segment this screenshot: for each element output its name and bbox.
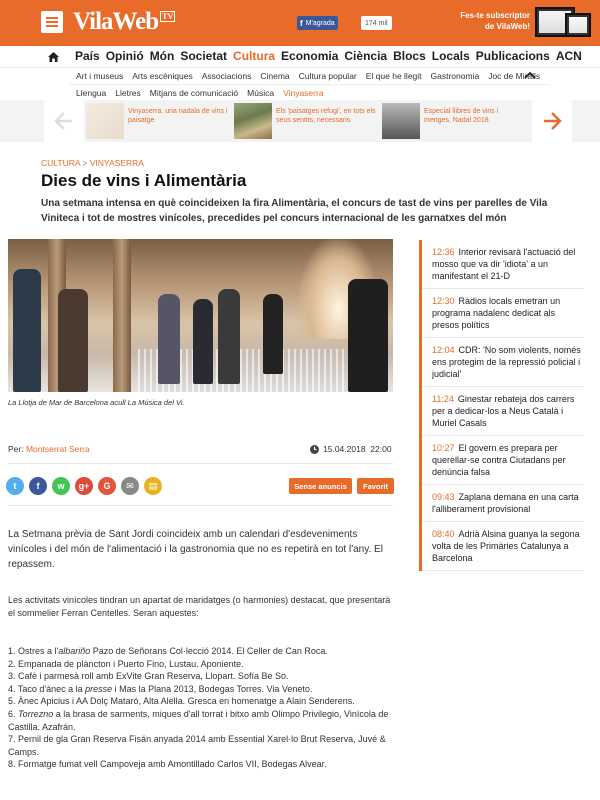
article-title: Dies de vins i Alimentària — [41, 171, 247, 190]
list-item: 5. Ànec Apicius i AA Dolç Mataró, Alta Alella. Gresca en homenatge a Alain Senderens. — [8, 696, 355, 707]
news-item[interactable] — [422, 338, 584, 387]
news-time: 09:43 — [432, 492, 455, 502]
subnav-item[interactable]: Música — [247, 88, 275, 98]
main-navigation — [0, 46, 600, 68]
nav-item-cincia[interactable]: Ciència — [344, 49, 388, 63]
news-item[interactable] — [422, 240, 584, 289]
news-headline: El govern es prepara per querellar-se contra Ciutadans per denúncia falsa — [432, 443, 566, 477]
nav-item-economia[interactable]: Economia — [281, 49, 339, 63]
carousel-thumbnail — [382, 103, 420, 139]
carousel-next-button[interactable] — [532, 100, 572, 142]
facebook-icon[interactable]: f — [29, 477, 47, 495]
subnav-item[interactable]: Lletres — [115, 88, 141, 98]
subscribe-promo[interactable]: Fes-te subscriptor de VilaWeb! — [460, 11, 530, 31]
article-photo[interactable] — [8, 239, 393, 392]
top-banner — [0, 0, 600, 46]
gmail-icon[interactable]: G — [98, 477, 116, 495]
latest-news-sidebar — [419, 240, 584, 571]
news-time: 12:04 — [432, 345, 455, 355]
subnav-item[interactable]: Cultura popular — [298, 71, 357, 81]
email-icon[interactable]: ✉ — [121, 477, 139, 495]
nav-item-acn[interactable]: ACN — [555, 49, 582, 63]
devices-promo-image[interactable] — [535, 5, 595, 41]
subnav-item[interactable]: Joc de Miralls — [488, 71, 541, 81]
googleplus-icon[interactable]: g+ — [75, 477, 93, 495]
news-headline: Zaplana demana en una carta l'alliberament provisional — [432, 492, 579, 514]
news-item[interactable] — [422, 522, 584, 571]
chevron-up-icon[interactable] — [524, 70, 536, 80]
article-author: Per: Montserrat Serra — [8, 444, 90, 454]
carousel-thumbnail — [234, 103, 272, 139]
nav-item-opini[interactable]: Opinió — [105, 49, 144, 63]
carousel-item[interactable]: Especial llibres de vins i menges, Nadal 2018 — [382, 103, 522, 139]
news-time: 10:27 — [432, 443, 455, 453]
list-item: 2. Empanada de plàncton i Puerto Fino, Lustau. Aponiente. — [8, 658, 244, 669]
article-paragraph: La Setmana prèvia de Sant Jordi coincideix amb un calendari d'esdeveniments vinícoles i del món de l'alimentació i la gastronomia que no es repetirà en tot l'any. El repassem. — [8, 529, 383, 570]
no-ads-button[interactable]: Sense anuncis — [289, 478, 352, 494]
subnav-item[interactable]: Art i museus — [76, 71, 124, 81]
news-headline: CDR: 'No som violents, només ens protegim de la repressió policial i judicial' — [432, 345, 581, 379]
list-item: 6. Torrezno a la brasa de sarments, miques d'all torrat i bitxo amb Olimpo Privilegio, Vinícola de Castilla. Azafrán. — [8, 708, 389, 732]
nav-item-publicacions[interactable]: Publicacions — [475, 49, 550, 63]
article-date: 15.04.2018 22:00 — [310, 444, 392, 454]
nav-item-mn[interactable]: Món — [149, 49, 175, 63]
breadcrumb: CULTURA > VINYASERRA — [41, 158, 144, 168]
list-item: 8. Formatge fumat vell Campoveja amb Amontillado Carlos VII, Bodegas Alvear. — [8, 759, 327, 770]
carousel-item[interactable]: Vinyaserra: una nadala de vins i paisatge — [86, 103, 226, 139]
subnav-item[interactable]: El que he llegit — [365, 71, 422, 81]
news-time: 12:36 — [432, 247, 455, 257]
list-item: 4. Taco d'ànec a la presse i Mas la Plana 2013, Bodegas Torres. Via Veneto. — [8, 683, 313, 694]
news-headline: Ràdios locals emetran un programa nadalenc dedicat als presos polítics — [432, 296, 561, 330]
subnav-item[interactable]: Arts escèniques — [132, 71, 193, 81]
news-item[interactable] — [422, 436, 584, 485]
related-carousel — [0, 100, 600, 142]
nav-item-pas[interactable]: País — [75, 49, 100, 63]
list-item: 7. Pernil de gla Gran Reserva Fisán anyada 2014 amb Essential Xarel·lo Brut Reserva, Juvé & Camps. — [8, 734, 386, 757]
nav-item-societat[interactable]: Societat — [180, 49, 228, 63]
photo-caption: La Llotja de Mar de Barcelona acull La Música del Vi. — [8, 398, 185, 407]
carousel-thumbnail — [86, 103, 124, 139]
share-toolbar — [6, 477, 167, 495]
nav-item-cultura[interactable]: Cultura — [233, 49, 276, 63]
carousel-item[interactable]: Els 'paisatges refugi', en tots els seus sentits, necessaris — [234, 103, 374, 139]
list-item: 3. Cafè i parmesà roll amb ExVite Gran Reserva, Llopart. Sofía Be So. — [8, 671, 289, 682]
site-logo[interactable]: VilaWeb $^{TV}$ — [73, 8, 174, 35]
favorite-button[interactable]: Favorit — [357, 478, 394, 494]
article-lead: Una setmana intensa en què coincideixen la fira Alimentària, el concurs de tast de vins per parelles de Vila Viniteca i tot de mostres vinícoles, precedides pel concurs internacional de les garnatxes del món — [41, 198, 548, 224]
facebook-like-count: 174 mil — [361, 16, 392, 30]
twitter-icon[interactable]: t — [6, 477, 24, 495]
breadcrumb-subsection[interactable]: VINYASERRA — [89, 158, 144, 168]
nav-item-locals[interactable]: Locals — [431, 49, 470, 63]
subnav-item[interactable]: Cinema — [260, 71, 290, 81]
print-icon[interactable]: ▤ — [144, 477, 162, 495]
subnav-row-2 — [76, 88, 546, 98]
news-headline: Adrià Alsina guanya la segona volta de les Primàries Catalunya a Barcelona — [432, 529, 580, 563]
subnav-item[interactable]: Gastronomia — [430, 71, 480, 81]
article-paragraph: Les activitats vinícoles tindran un apartat de maridatges (o harmonies) destacat, que presentarà el sommelier Ferran Centelles. Seran aquestes: — [8, 595, 391, 618]
subnav-item[interactable]: Mitjans de comunicació — [149, 88, 239, 98]
home-icon[interactable] — [48, 52, 59, 62]
breadcrumb-section[interactable]: CULTURA — [41, 158, 81, 168]
author-link[interactable]: Montserrat Serra — [25, 444, 90, 454]
news-time: 12:30 — [432, 296, 455, 306]
news-headline: Interior revisarà l'actuació del mosso que va dir 'idiota' a un manifestant el 21-D — [432, 247, 576, 281]
news-time: 11:24 — [432, 394, 454, 404]
arrow-right-icon — [542, 110, 562, 132]
pairing-list — [8, 645, 403, 771]
facebook-like-button[interactable]: f M'agrada — [297, 16, 338, 30]
facebook-icon: f — [300, 18, 303, 28]
whatsapp-icon[interactable]: w — [52, 477, 70, 495]
news-item[interactable] — [422, 289, 584, 338]
subnav-item[interactable]: Llengua — [76, 88, 107, 98]
subnav-row-1 — [76, 71, 546, 81]
carousel-prev-button[interactable] — [44, 100, 84, 142]
news-item[interactable] — [422, 485, 584, 522]
clock-icon — [310, 445, 319, 454]
arrow-left-icon — [54, 110, 74, 132]
news-headline: Ginestar rebateja dos carrers per a dedicar-los a Neus Català i Muriel Casals — [432, 394, 575, 428]
hamburger-menu-icon[interactable] — [41, 11, 63, 33]
news-item[interactable] — [422, 387, 584, 436]
subnav-item[interactable]: Vinyaserra — [283, 88, 324, 98]
subnav-item[interactable]: Associacions — [201, 71, 252, 81]
list-item: 1. Ostres a l'albariño Pazo de Señorans Col·lecció 2014. El Celler de Can Roca. — [8, 646, 328, 656]
news-time: 08:40 — [432, 529, 455, 539]
nav-item-blocs[interactable]: Blocs — [393, 49, 426, 63]
